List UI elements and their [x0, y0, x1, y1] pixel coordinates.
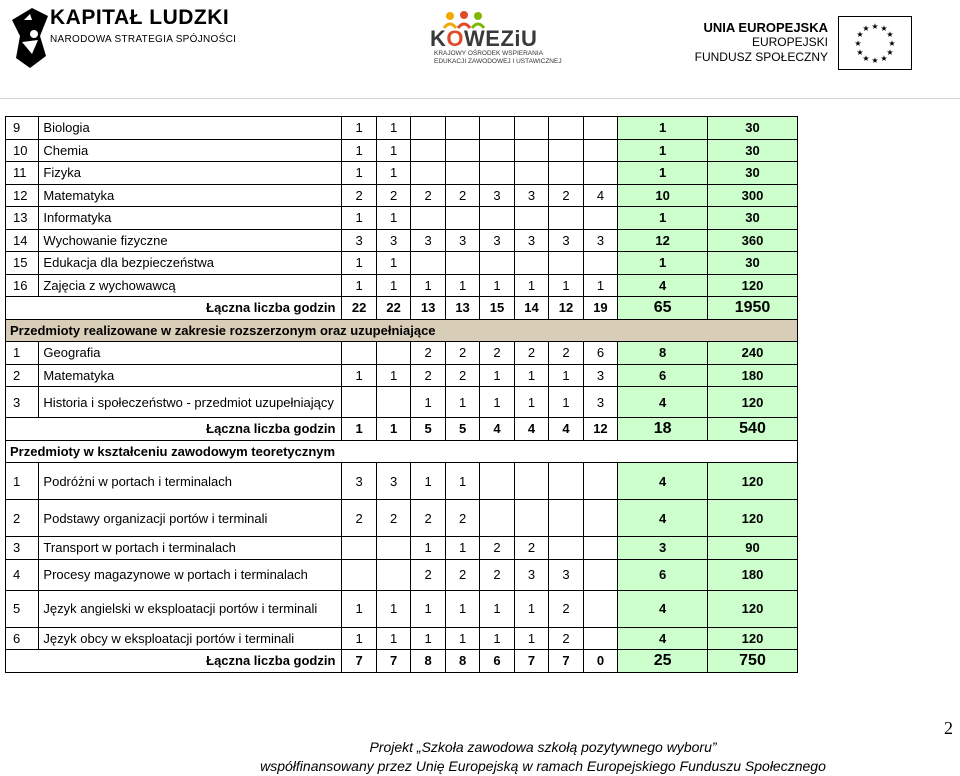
section-title: Przedmioty w kształceniu zawodowym teoretycznym: [6, 440, 798, 463]
hours-cell: 2: [549, 627, 583, 650]
kowezu-subtitle: KRAJOWY OŚRODEK WSPIERANIA EDUKACJI ZAWODOWEJ I USTAWICZNEJ: [434, 50, 562, 65]
table-row: [6, 627, 798, 650]
section-title: Przedmioty realizowane w zakresie rozszerzonym oraz uzupełniające: [6, 319, 798, 342]
hours-cell: [549, 252, 583, 275]
hours-cell: [583, 463, 617, 500]
footer-line1: Projekt „Szkoła zawodowa szkołą pozytywnego wyboru”: [369, 739, 717, 755]
hours-cell: 3: [376, 229, 410, 252]
hours-cell: 1: [480, 590, 514, 627]
hours-cell: 1: [445, 274, 479, 297]
table-row: [6, 139, 798, 162]
row-number: 10: [6, 139, 39, 162]
hours-cell: 2: [549, 342, 583, 365]
hours-total-cell: 30: [708, 162, 798, 185]
hours-cell: 1: [342, 207, 376, 230]
table-row: [6, 590, 798, 627]
sum-total-cell: 25: [618, 650, 708, 673]
hours-cell: [376, 387, 410, 418]
table-row: [6, 117, 798, 140]
sum-cell: 13: [411, 297, 445, 320]
hours-cell: [376, 559, 410, 590]
svg-text:★: ★: [871, 22, 879, 31]
section-header-row: [6, 440, 798, 463]
sum-cell: 7: [342, 650, 376, 673]
hours-cell: 2: [411, 364, 445, 387]
hours-cell: 1: [376, 207, 410, 230]
hours-cell: 3: [514, 184, 548, 207]
hours-total-cell: 180: [708, 559, 798, 590]
svg-text:★: ★: [886, 30, 894, 39]
subject-name: Fizyka: [39, 162, 342, 185]
svg-text:★: ★: [880, 24, 888, 33]
page-number: 2: [944, 718, 953, 738]
hours-cell: 3: [514, 559, 548, 590]
eu-flag-icon: [838, 16, 912, 70]
subject-name: Podróżni w portach i terminalach: [39, 463, 342, 500]
hours-cell: 1: [445, 590, 479, 627]
sum-cell: 7: [514, 650, 548, 673]
hours-cell: [583, 252, 617, 275]
svg-text:★: ★: [856, 48, 864, 57]
hours-cell: 2: [445, 184, 479, 207]
hours-cell: [514, 139, 548, 162]
sum-cell: 13: [445, 297, 479, 320]
kowezu-logo: [430, 10, 570, 72]
subject-name: Zajęcia z wychowawcą: [39, 274, 342, 297]
hours-cell: [583, 627, 617, 650]
total-cell: 1: [618, 252, 708, 275]
hours-total-cell: 30: [708, 252, 798, 275]
hours-cell: [445, 162, 479, 185]
hours-cell: 1: [342, 627, 376, 650]
hours-cell: [376, 342, 410, 365]
table-row: [6, 184, 798, 207]
subject-name: Informatyka: [39, 207, 342, 230]
hours-cell: 3: [342, 229, 376, 252]
row-number: 15: [6, 252, 39, 275]
hours-cell: [549, 207, 583, 230]
hours-cell: 2: [480, 342, 514, 365]
ue-line3: FUNDUSZ SPOŁECZNY: [694, 50, 828, 64]
hours-total-cell: 120: [708, 387, 798, 418]
hours-total-cell: 30: [708, 207, 798, 230]
sum-row: [6, 650, 798, 673]
hours-cell: 1: [549, 387, 583, 418]
hours-cell: [411, 162, 445, 185]
hours-cell: 3: [342, 463, 376, 500]
sum-cell: 5: [411, 418, 445, 441]
sum-total-cell: 65: [618, 297, 708, 320]
hours-cell: 1: [342, 162, 376, 185]
sum-label: Łączna liczba godzin: [6, 418, 342, 441]
hours-cell: [549, 500, 583, 537]
hours-total-cell: 360: [708, 229, 798, 252]
hours-total-cell: 180: [708, 364, 798, 387]
sum-cell: 0: [583, 650, 617, 673]
sum-cell: 12: [549, 297, 583, 320]
sum-cell: 4: [514, 418, 548, 441]
header-divider: [0, 98, 960, 99]
hours-cell: 1: [514, 387, 548, 418]
sum-cell: 15: [480, 297, 514, 320]
hours-cell: [480, 500, 514, 537]
total-cell: 4: [618, 590, 708, 627]
table-row: [6, 364, 798, 387]
ue-text-block: [695, 20, 828, 65]
total-cell: 4: [618, 500, 708, 537]
total-cell: 8: [618, 342, 708, 365]
total-cell: 4: [618, 387, 708, 418]
hours-cell: 1: [376, 162, 410, 185]
hours-cell: [514, 162, 548, 185]
sum-cell: 4: [549, 418, 583, 441]
hours-cell: [445, 252, 479, 275]
hours-cell: [583, 500, 617, 537]
hours-cell: [376, 537, 410, 560]
page-header: [0, 0, 960, 80]
hours-cell: 2: [376, 184, 410, 207]
total-cell: 1: [618, 139, 708, 162]
row-number: 3: [6, 537, 39, 560]
hours-cell: [549, 463, 583, 500]
svg-text:★: ★: [886, 48, 894, 57]
hours-cell: 1: [411, 537, 445, 560]
hours-cell: 1: [342, 117, 376, 140]
hours-cell: 1: [342, 252, 376, 275]
sum-cell: 5: [445, 418, 479, 441]
total-cell: 6: [618, 364, 708, 387]
hours-cell: 3: [583, 229, 617, 252]
hours-cell: 2: [376, 500, 410, 537]
hours-cell: [514, 500, 548, 537]
row-number: 9: [6, 117, 39, 140]
hours-cell: 1: [342, 590, 376, 627]
hours-cell: [480, 117, 514, 140]
hours-cell: 1: [411, 590, 445, 627]
subject-name: Wychowanie fizyczne: [39, 229, 342, 252]
sum-cell: 1: [376, 418, 410, 441]
hours-cell: [583, 590, 617, 627]
row-number: 13: [6, 207, 39, 230]
total-cell: 4: [618, 463, 708, 500]
svg-text:★: ★: [862, 54, 870, 63]
svg-text:★: ★: [880, 54, 888, 63]
total-cell: 1: [618, 162, 708, 185]
table-row: [6, 207, 798, 230]
sum-cell: 4: [480, 418, 514, 441]
hours-cell: 1: [445, 463, 479, 500]
row-number: 1: [6, 342, 39, 365]
sum-cell: 8: [445, 650, 479, 673]
hours-cell: 2: [342, 500, 376, 537]
hours-cell: 3: [480, 229, 514, 252]
sum-hours-cell: 540: [708, 418, 798, 441]
hours-cell: 1: [411, 274, 445, 297]
hours-cell: 1: [549, 274, 583, 297]
svg-text:★: ★: [854, 39, 862, 48]
subject-name: Biologia: [39, 117, 342, 140]
curriculum-table: [5, 116, 798, 673]
total-cell: 6: [618, 559, 708, 590]
hours-cell: 2: [445, 500, 479, 537]
hours-cell: 2: [445, 364, 479, 387]
subject-name: Chemia: [39, 139, 342, 162]
hours-cell: 1: [480, 274, 514, 297]
sum-cell: 1: [342, 418, 376, 441]
hours-cell: 3: [583, 364, 617, 387]
hours-cell: 2: [480, 559, 514, 590]
sum-row: [6, 418, 798, 441]
subject-name: Procesy magazynowe w portach i terminalach: [39, 559, 342, 590]
sum-cell: 6: [480, 650, 514, 673]
subject-name: Edukacja dla bezpieczeństwa: [39, 252, 342, 275]
row-number: 12: [6, 184, 39, 207]
hours-cell: 1: [376, 252, 410, 275]
hours-total-cell: 120: [708, 500, 798, 537]
subject-name: Język obcy w eksploatacji portów i terminali: [39, 627, 342, 650]
sum-row: [6, 297, 798, 320]
hours-cell: [549, 537, 583, 560]
hours-cell: 1: [411, 463, 445, 500]
total-cell: 4: [618, 274, 708, 297]
hours-cell: 6: [583, 342, 617, 365]
hours-cell: 2: [549, 590, 583, 627]
hours-cell: [411, 117, 445, 140]
sum-cell: 19: [583, 297, 617, 320]
svg-text:★: ★: [862, 24, 870, 33]
hours-cell: [342, 387, 376, 418]
hours-cell: 1: [514, 590, 548, 627]
hours-cell: 2: [342, 184, 376, 207]
hours-cell: [411, 207, 445, 230]
table-row: [6, 342, 798, 365]
hours-cell: [445, 117, 479, 140]
sum-label: Łączna liczba godzin: [6, 650, 342, 673]
hours-cell: [514, 463, 548, 500]
table-row: [6, 500, 798, 537]
row-number: 16: [6, 274, 39, 297]
row-number: 4: [6, 559, 39, 590]
row-number: 2: [6, 364, 39, 387]
hours-total-cell: 120: [708, 463, 798, 500]
hours-cell: [583, 207, 617, 230]
hours-cell: [480, 207, 514, 230]
hours-cell: 1: [342, 139, 376, 162]
sum-cell: 7: [376, 650, 410, 673]
table-row: [6, 463, 798, 500]
hours-cell: 1: [480, 627, 514, 650]
total-cell: 3: [618, 537, 708, 560]
hours-cell: 1: [445, 537, 479, 560]
total-cell: 1: [618, 117, 708, 140]
hours-cell: [480, 463, 514, 500]
total-cell: 1: [618, 207, 708, 230]
hours-cell: 1: [583, 274, 617, 297]
row-number: 5: [6, 590, 39, 627]
hours-cell: [480, 139, 514, 162]
hours-cell: [411, 139, 445, 162]
table-row: [6, 537, 798, 560]
sum-cell: 22: [342, 297, 376, 320]
section-header-row: [6, 319, 798, 342]
hours-total-cell: 120: [708, 274, 798, 297]
hours-cell: 3: [583, 387, 617, 418]
hours-cell: [342, 537, 376, 560]
hours-cell: 1: [376, 139, 410, 162]
hours-cell: [411, 252, 445, 275]
hours-cell: 2: [411, 500, 445, 537]
kapital-ludzki-subtitle: NARODOWA STRATEGIA SPÓJNOŚCI: [50, 34, 237, 45]
sum-label: Łączna liczba godzin: [6, 297, 342, 320]
hours-cell: 1: [376, 117, 410, 140]
hours-cell: 3: [411, 229, 445, 252]
table-row: [6, 229, 798, 252]
hours-cell: 2: [411, 184, 445, 207]
hours-cell: [583, 139, 617, 162]
hours-cell: 4: [583, 184, 617, 207]
subject-name: Język angielski w eksploatacji portów i terminali: [39, 590, 342, 627]
hours-cell: 2: [411, 559, 445, 590]
kapital-ludzki-logo-icon: [10, 6, 50, 72]
hours-cell: 1: [480, 387, 514, 418]
hours-cell: 1: [376, 590, 410, 627]
hours-cell: [549, 117, 583, 140]
sum-total-cell: 18: [618, 418, 708, 441]
hours-cell: 3: [549, 229, 583, 252]
hours-cell: [514, 117, 548, 140]
hours-cell: [583, 537, 617, 560]
hours-cell: [342, 559, 376, 590]
footer-line2: współfinansowany przez Unię Europejską w ramach Europejskiego Funduszu Społecznego: [260, 758, 826, 774]
hours-cell: 1: [480, 364, 514, 387]
hours-cell: [583, 117, 617, 140]
kowezu-name: KOWEZiU: [430, 26, 538, 51]
table-row: [6, 252, 798, 275]
total-cell: 4: [618, 627, 708, 650]
hours-cell: 3: [480, 184, 514, 207]
subject-name: Matematyka: [39, 364, 342, 387]
hours-cell: [480, 252, 514, 275]
sum-cell: 22: [376, 297, 410, 320]
hours-cell: [514, 207, 548, 230]
hours-total-cell: 30: [708, 117, 798, 140]
hours-cell: [480, 162, 514, 185]
hours-cell: 1: [514, 627, 548, 650]
subject-name: Matematyka: [39, 184, 342, 207]
hours-cell: 1: [445, 387, 479, 418]
hours-cell: 3: [445, 229, 479, 252]
row-number: 6: [6, 627, 39, 650]
hours-cell: [342, 342, 376, 365]
row-number: 14: [6, 229, 39, 252]
table-row: [6, 387, 798, 418]
sum-cell: 14: [514, 297, 548, 320]
total-cell: 12: [618, 229, 708, 252]
hours-total-cell: 300: [708, 184, 798, 207]
hours-total-cell: 90: [708, 537, 798, 560]
svg-text:★: ★: [871, 56, 879, 65]
hours-cell: 1: [376, 274, 410, 297]
hours-cell: [583, 559, 617, 590]
row-number: 11: [6, 162, 39, 185]
row-number: 2: [6, 500, 39, 537]
hours-total-cell: 30: [708, 139, 798, 162]
sum-cell: 12: [583, 418, 617, 441]
hours-total-cell: 240: [708, 342, 798, 365]
hours-cell: 1: [445, 627, 479, 650]
table-row: [6, 162, 798, 185]
hours-cell: 2: [445, 342, 479, 365]
subject-name: Podstawy organizacji portów i terminali: [39, 500, 342, 537]
subject-name: Geografia: [39, 342, 342, 365]
svg-text:★: ★: [856, 30, 864, 39]
hours-cell: 1: [514, 274, 548, 297]
sum-cell: 8: [411, 650, 445, 673]
hours-cell: 2: [445, 559, 479, 590]
hours-cell: 1: [549, 364, 583, 387]
hours-cell: [549, 162, 583, 185]
svg-text:★: ★: [888, 39, 896, 48]
row-number: 3: [6, 387, 39, 418]
hours-cell: 2: [411, 342, 445, 365]
hours-cell: 2: [514, 342, 548, 365]
ue-line1: UNIA EUROPEJSKA: [703, 20, 828, 35]
hours-cell: 1: [514, 364, 548, 387]
hours-cell: 2: [514, 537, 548, 560]
table-row: [6, 274, 798, 297]
total-cell: 10: [618, 184, 708, 207]
page-footer: [0, 738, 960, 776]
hours-cell: 1: [376, 627, 410, 650]
hours-cell: 2: [480, 537, 514, 560]
subject-name: Transport w portach i terminalach: [39, 537, 342, 560]
ue-line2: EUROPEJSKI: [751, 35, 828, 49]
hours-total-cell: 120: [708, 590, 798, 627]
hours-cell: 1: [411, 387, 445, 418]
sum-cell: 7: [549, 650, 583, 673]
kapital-ludzki-title: KAPITAŁ LUDZKI: [50, 6, 230, 29]
table-row: [6, 559, 798, 590]
hours-total-cell: 120: [708, 627, 798, 650]
hours-cell: 1: [342, 364, 376, 387]
hours-cell: [445, 139, 479, 162]
hours-cell: [583, 162, 617, 185]
hours-cell: 3: [376, 463, 410, 500]
hours-cell: 1: [342, 274, 376, 297]
hours-cell: 2: [549, 184, 583, 207]
row-number: 1: [6, 463, 39, 500]
hours-cell: 1: [376, 364, 410, 387]
hours-cell: 3: [549, 559, 583, 590]
hours-cell: [514, 252, 548, 275]
sum-hours-cell: 1950: [708, 297, 798, 320]
hours-cell: 3: [514, 229, 548, 252]
hours-cell: [549, 139, 583, 162]
subject-name: Historia i społeczeństwo - przedmiot uzupełniający: [39, 387, 342, 418]
hours-cell: 1: [411, 627, 445, 650]
sum-hours-cell: 750: [708, 650, 798, 673]
hours-cell: [445, 207, 479, 230]
